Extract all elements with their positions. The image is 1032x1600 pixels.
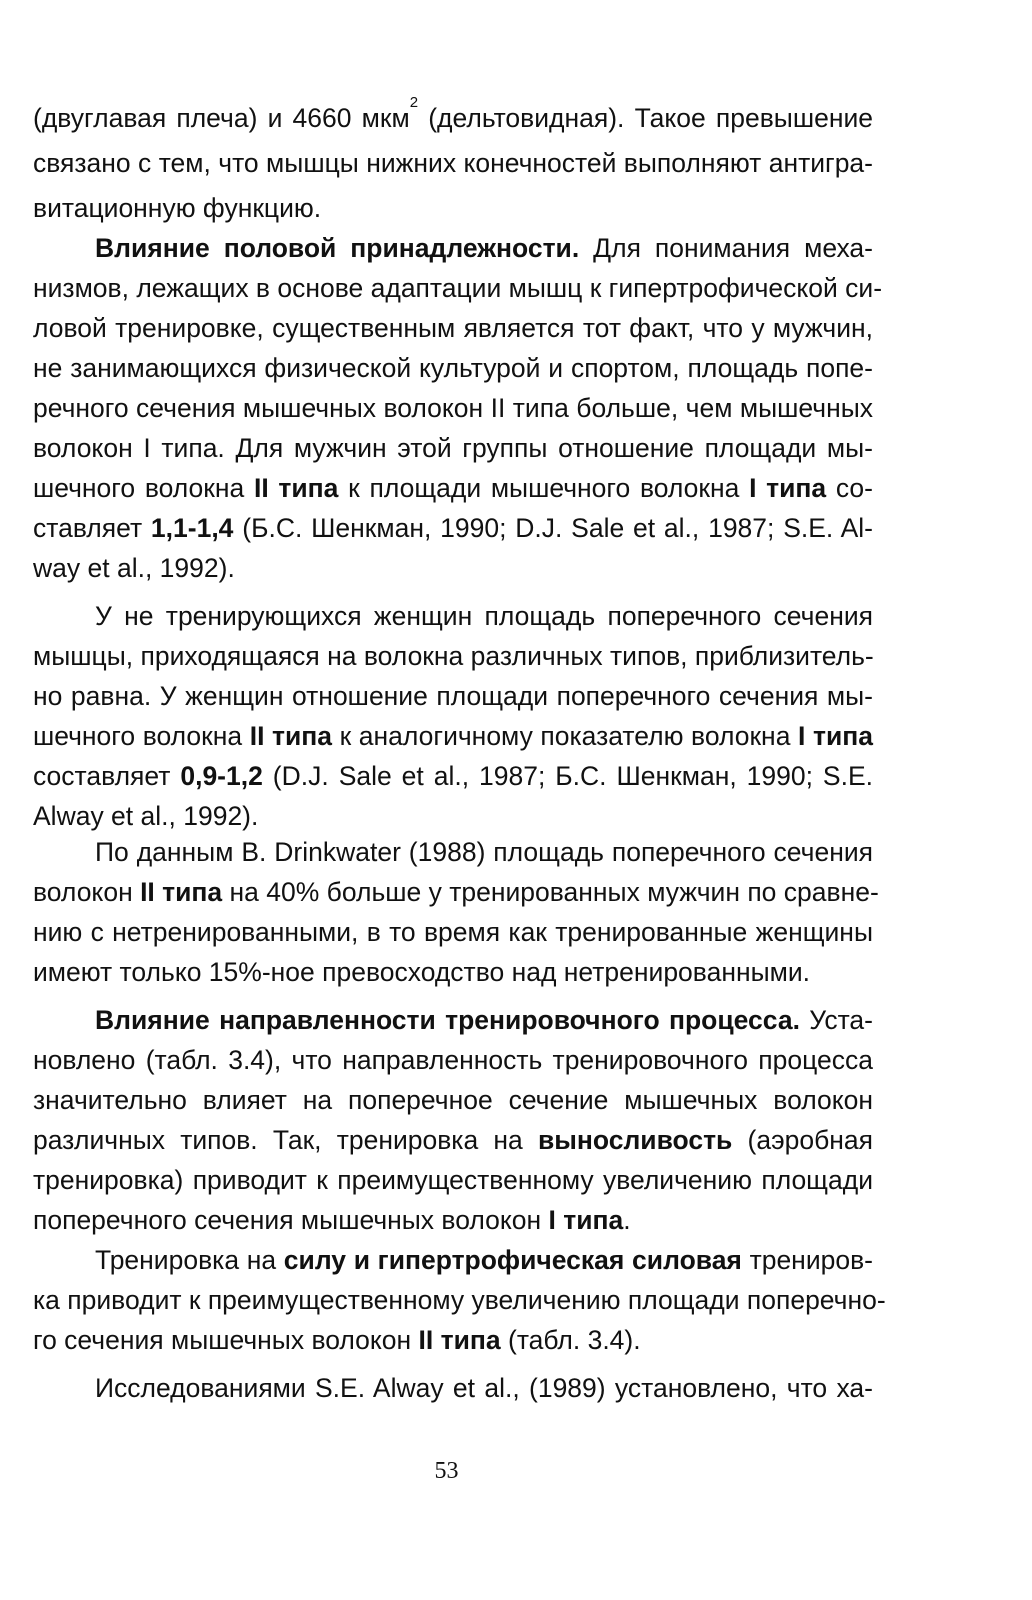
bold-term: I типа [798,721,873,751]
text-line: ловой тренировке, существенным является тот факт, что у мужчин, [33,313,873,343]
text-run: к аналогичному показателю волокна [332,721,799,751]
text-run: волокон [33,877,141,907]
bold-term: выносливость [537,1125,733,1155]
text-run: (табл. 3.4). [500,1325,641,1355]
bold-term: 1,1-1,4 [150,513,234,543]
bold-term: силу и гипертрофическая силовая [283,1245,742,1275]
text-line: мышцы, приходящаяся на волокна различных типов, приблизитель- [33,641,874,671]
text-line [33,1320,873,1360]
text-line [33,756,873,796]
text-line [95,228,873,268]
text-run: со- [826,473,873,503]
text-run: (двуглавая плеча) и 4660 мкм [33,103,410,133]
text-line: Исследованиями S.E. Alway et al., (1989) установлено, что ха- [95,1373,873,1403]
text-run: трениров- [741,1245,874,1275]
text-line: нию с нетренированными, в то время как тренированные женщины [33,917,873,947]
text-line [95,1240,873,1280]
text-run: на 40% больше у тренированных мужчин по сравне- [222,877,879,907]
text-line: значительно влияет на поперечное сечение мышечных волокон [33,1085,873,1115]
page-number: 53 [434,1458,459,1484]
text-line: речного сечения мышечных волокон II типа больше, чем мышечных [33,393,873,423]
text-line [33,508,873,548]
text-line: не занимающихся физической культурой и спортом, площадь попе- [33,353,873,383]
text-run: ставляет [33,513,151,543]
text-run: шечного волокна [33,721,250,751]
text-run: поперечного сечения мышечных волокон [33,1205,549,1235]
text-line [33,94,873,138]
text-run: . [623,1205,631,1235]
text-line: низмов, лежащих в основе адаптации мышц к гипертрофической си- [33,273,883,303]
bold-term: II типа [140,877,223,907]
text-run: Для понимания меха- [579,233,873,263]
text-line [33,716,873,756]
text-run: Уста- [799,1005,873,1035]
bold-term: II типа [418,1325,501,1355]
text-run: (D.J. Sale et al., 1987; Б.С. Шенкман, 1990; S.E. [262,761,873,791]
text-line: ка приводит к преимущественному увеличению площади поперечно- [33,1285,886,1315]
text-run: го сечения мышечных волокон [33,1325,419,1355]
bold-term: I типа [548,1205,624,1235]
text-run: шечного волокна [33,473,254,503]
bold-term: I типа [749,473,827,503]
text-line: тренировка) приводит к преимущественному увеличению площади [33,1165,873,1195]
text-line: витационную функцию. [33,193,322,223]
text-run: различных типов. Так, тренировка на [33,1125,538,1155]
bold-term: II типа [249,721,333,751]
text-line: way et al., 1992). [33,553,235,583]
text-run: Тренировка на [95,1245,284,1275]
text-run: (аэробная [732,1125,873,1155]
text-line: По данным B. Drinkwater (1988) площадь поперечного сечения [95,837,873,867]
text-run: к площади мышечного волокна [338,473,750,503]
text-line [33,872,879,912]
section-heading: Влияние половой принадлежности. [95,233,580,263]
text-line [33,1120,873,1160]
text-line [33,468,873,508]
text-line: но равна. У женщин отношение площади поперечного сечения мы- [33,681,873,711]
text-line: У не тренирующихся женщин площадь поперечного сечения [95,601,873,631]
text-line [33,1200,873,1240]
section-heading: Влияние направленности тренировочного процесса. [95,1005,800,1035]
text-line: новлено (табл. 3.4), что направленность тренировочного процесса [33,1045,873,1075]
text-run: составляет [33,761,181,791]
bold-term: II типа [253,473,339,503]
text-line: имеют только 15%-ное превосходство над нетренированными. [33,957,811,987]
text-line: связано с тем, что мышцы нижних конечностей выполняют антигра- [33,148,873,178]
text-run: (Б.С. Шенкман, 1990; D.J. Sale et al., 1987; S.E. Al- [233,513,873,543]
text-line: волокон I типа. Для мужчин этой группы отношение площади мы- [33,433,873,463]
text-line [95,1000,873,1040]
bold-term: 0,9-1,2 [180,761,263,791]
text-line: Alway et al., 1992). [33,801,259,831]
superscript: 2 [409,94,419,111]
text-run: (дельтовидная). Такое превышение [418,103,873,133]
